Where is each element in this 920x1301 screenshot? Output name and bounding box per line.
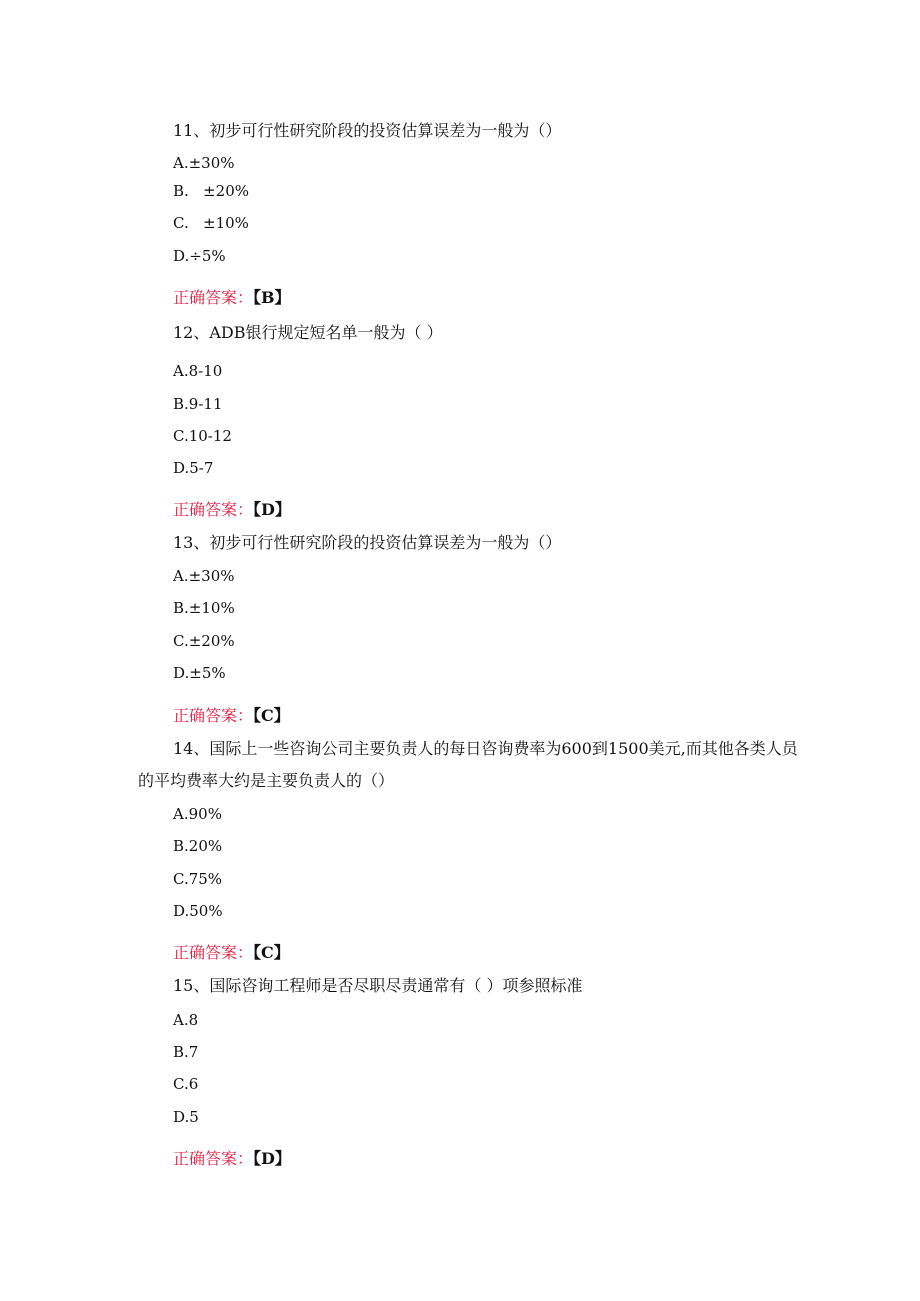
question-15-option-c: C.6 bbox=[173, 1075, 199, 1093]
answer-value: 【B】 bbox=[253, 288, 291, 307]
question-13-option-a: A.±30% bbox=[173, 567, 235, 585]
question-11-answer bbox=[173, 287, 291, 309]
question-11-option-a: A.±30% bbox=[173, 154, 235, 172]
question-11-option-b: B. ±20% bbox=[173, 182, 250, 200]
answer-value: 【D】 bbox=[253, 500, 291, 519]
answer-label: 正确答案： bbox=[173, 288, 254, 307]
question-14-title: 14、国际上一些咨询公司主要负责人的每日咨询费率为600到1500美元,而其他各类人员的平均费率大约是主要负责人的（） bbox=[138, 739, 798, 790]
question-15-answer bbox=[173, 1148, 291, 1170]
answer-value: 【C】 bbox=[253, 706, 290, 725]
question-15-option-d: D.5 bbox=[173, 1108, 199, 1126]
question-14-option-b: B.20% bbox=[173, 837, 223, 855]
question-11-option-c: C. ±10% bbox=[173, 214, 249, 232]
question-13-option-d: D.±5% bbox=[173, 664, 226, 682]
question-14-option-a: A.90% bbox=[173, 805, 222, 823]
question-15-option-b: B.7 bbox=[173, 1043, 199, 1061]
question-11-title: 11、初步可行性研究阶段的投资估算误差为一般为（） bbox=[173, 121, 562, 140]
question-12-answer bbox=[173, 499, 291, 521]
question-13-title: 13、初步可行性研究阶段的投资估算误差为一般为（） bbox=[173, 533, 562, 552]
question-14-answer bbox=[173, 942, 290, 964]
question-15-option-a: A.8 bbox=[173, 1011, 199, 1029]
question-13-option-c: C.±20% bbox=[173, 632, 235, 650]
question-13-answer bbox=[173, 705, 290, 727]
question-12-title: 12、ADB银行规定短名单一般为（ ） bbox=[173, 323, 443, 342]
question-12-option-a: A.8-10 bbox=[173, 362, 223, 380]
question-12-option-d: D.5-7 bbox=[173, 459, 214, 477]
answer-label: 正确答案： bbox=[173, 1149, 254, 1168]
question-12-option-b: B.9-11 bbox=[173, 395, 223, 413]
question-11-option-d: D.÷5% bbox=[173, 247, 226, 265]
question-14-option-d: D.50% bbox=[173, 902, 223, 920]
question-14-option-c: C.75% bbox=[173, 870, 223, 888]
answer-label: 正确答案： bbox=[173, 706, 254, 725]
answer-label: 正确答案： bbox=[173, 500, 254, 519]
answer-value: 【D】 bbox=[253, 1149, 291, 1168]
question-12-option-c: C.10-12 bbox=[173, 427, 232, 445]
answer-value: 【C】 bbox=[253, 943, 290, 962]
question-15-title: 15、国际咨询工程师是否尽职尽责通常有（ ）项参照标准 bbox=[173, 976, 583, 995]
answer-label: 正确答案： bbox=[173, 943, 254, 962]
question-13-option-b: B.±10% bbox=[173, 599, 235, 617]
